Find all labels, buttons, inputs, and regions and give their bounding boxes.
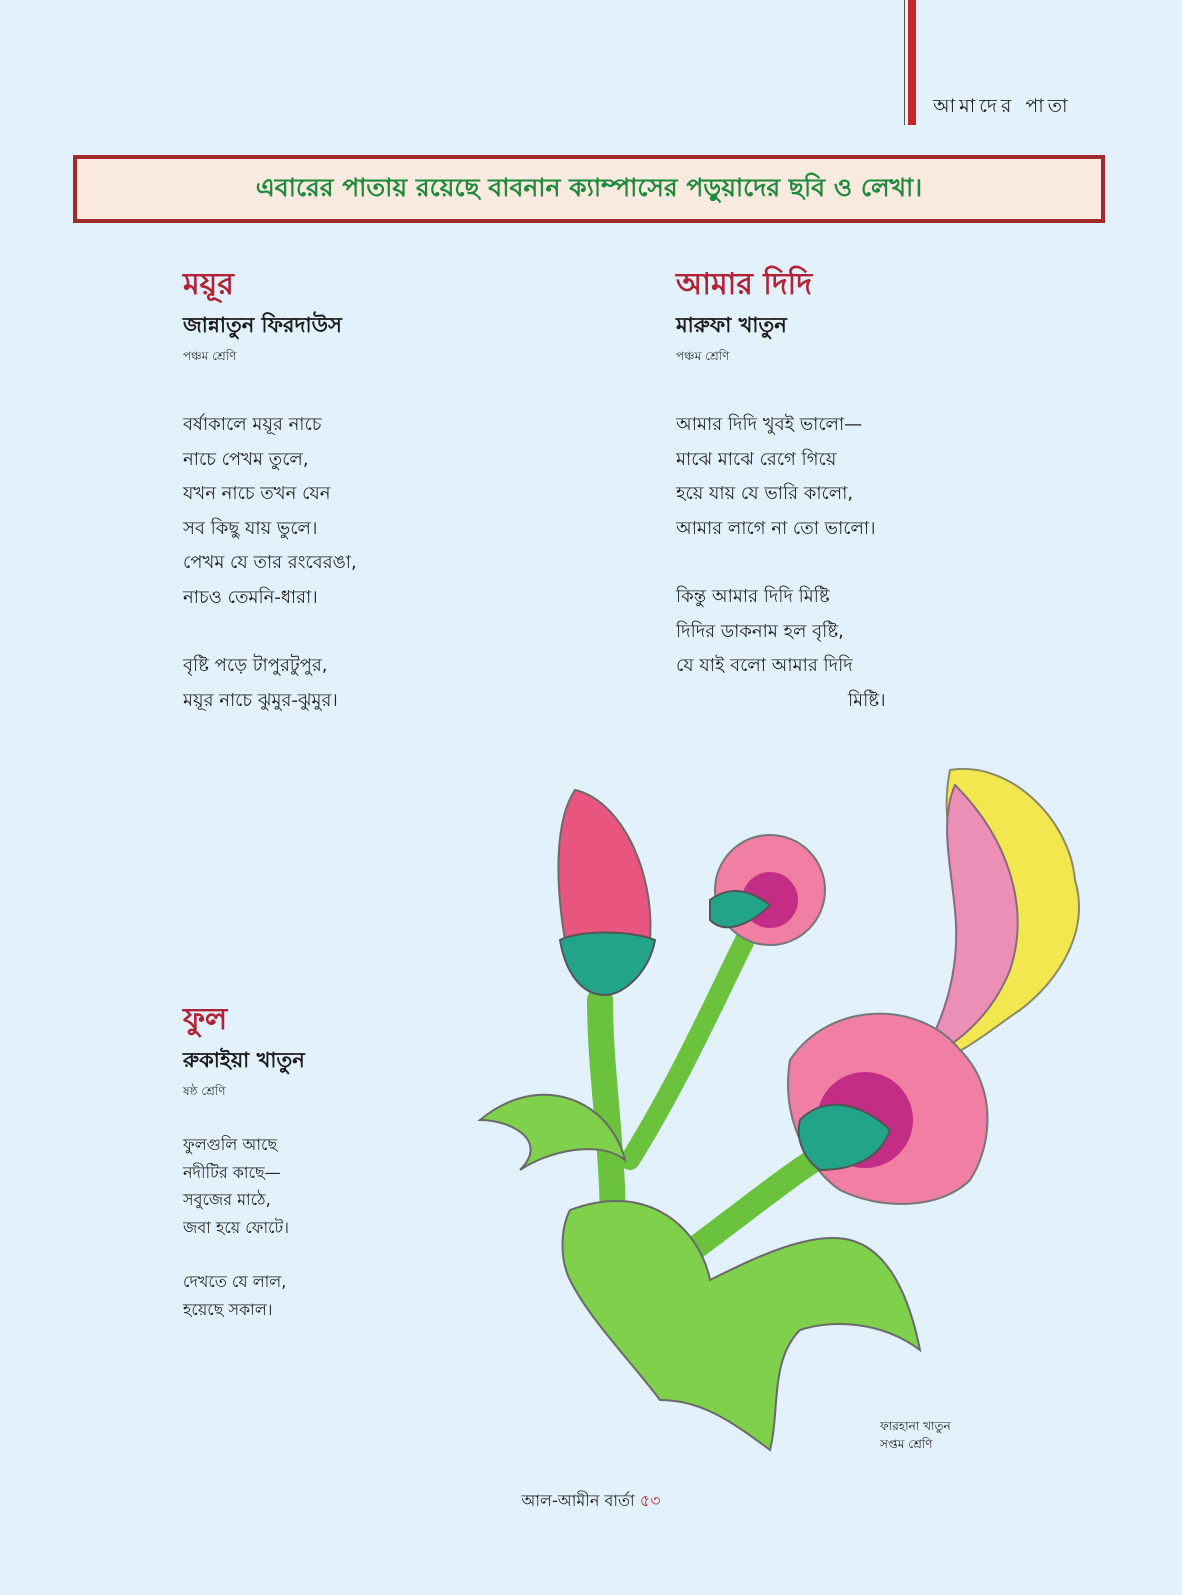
poem-line: যে যাই বলো আমার দিদি [676, 655, 853, 676]
poem-line: মিষ্টি। [848, 689, 886, 711]
poem-stanza [183, 649, 357, 718]
poem-line: আমার লাগে না তো ভালো। [676, 517, 876, 539]
poem-title: ফুল [183, 1002, 228, 1037]
flower-bud [558, 790, 650, 955]
poem-phul [183, 1003, 305, 1323]
poem-stanza [183, 1268, 305, 1323]
poem-title: ময়ূর [183, 267, 234, 302]
poem-line: দেখতে যে লাল, [183, 1272, 287, 1291]
bud-sepal [560, 933, 655, 996]
poem-line: আমার দিদি খুবই ভালো— [676, 414, 863, 435]
page-footer [0, 1488, 1182, 1515]
magazine-name: আল-আমীন বার্তা [521, 1491, 635, 1510]
poem-stanza [183, 408, 357, 615]
artist-grade: সপ্তম শ্রেণি [880, 1437, 933, 1451]
page-number: ৫৩ [639, 1491, 661, 1510]
poem-line: সবুজের মাঠে, [183, 1190, 271, 1209]
poem-line: হয়ে যায় যে ভারি কালো, [676, 483, 854, 504]
flower-drawing [450, 760, 1100, 1460]
small-flower [710, 835, 825, 945]
poem-line: জবা হয়ে ফোটে। [183, 1217, 289, 1237]
poem-title: আমার দিদি [676, 267, 812, 302]
poem-line: যখন নাচে তখন যেন [183, 483, 331, 504]
poem-line: দিদির ডাকনাম হল বৃষ্টি, [676, 620, 844, 642]
poem-amar-didi [676, 268, 886, 718]
poem-line: নাচও তেমনি-ধারা। [183, 586, 318, 608]
poem-line: ময়ূর নাচে ঝুমুর-ঝুমুর। [183, 689, 338, 711]
poem-line: পেখম যে তার রংবেরঙা, [183, 552, 357, 573]
poem-author: রুকাইয়া খাতুন [183, 1048, 305, 1072]
poem-line: বৃষ্টি পড়ে টাপুরটুপুর, [183, 655, 328, 676]
section-label: আমাদের পাতা [933, 95, 1072, 117]
poem-line: মাঝে মাঝে রেগে গিয়ে [676, 448, 837, 470]
poem-grade: পঞ্চম শ্রেণি [676, 349, 730, 363]
intro-banner [73, 155, 1105, 223]
poem-line: বর্ষাকালে ময়ূর নাচে [183, 414, 322, 435]
poem-line: সব কিছু যায় ভুলে। [183, 517, 318, 539]
base-leaves [563, 1201, 921, 1450]
banner-text: এবারের পাতায় রয়েছে বাবনান ক্যাম্পাসের পড়ুয়াদের ছবি ও লেখা। [255, 172, 923, 202]
poem-stanza [676, 580, 886, 718]
poem-stanza [183, 1131, 305, 1241]
artist-name: ফারহানা খাতুন [880, 1419, 951, 1433]
poem-line: নাচে পেখম তুলে, [183, 448, 309, 470]
poem-grade: ষষ্ঠ শ্রেণি [183, 1084, 226, 1098]
poem-line: ফুলগুলি আছে [183, 1135, 278, 1154]
header-divider-line [904, 0, 905, 125]
poem-mayur [183, 268, 357, 718]
stem-middle [630, 940, 745, 1160]
poem-line: নদীটির কাছে— [183, 1162, 281, 1182]
poem-author: মারুফা খাতুন [676, 313, 787, 337]
poem-grade: পঞ্চম শ্রেণি [183, 349, 237, 363]
poem-stanza [676, 408, 886, 546]
poem-line: কিন্তু আমার দিদি মিষ্টি [676, 586, 830, 607]
poem-author: জান্নাতুন ফিরদাউস [183, 313, 342, 337]
header-accent-bar [908, 0, 916, 125]
poem-line: হয়েছে সকাল। [183, 1299, 273, 1319]
artwork-credit [880, 1417, 951, 1453]
